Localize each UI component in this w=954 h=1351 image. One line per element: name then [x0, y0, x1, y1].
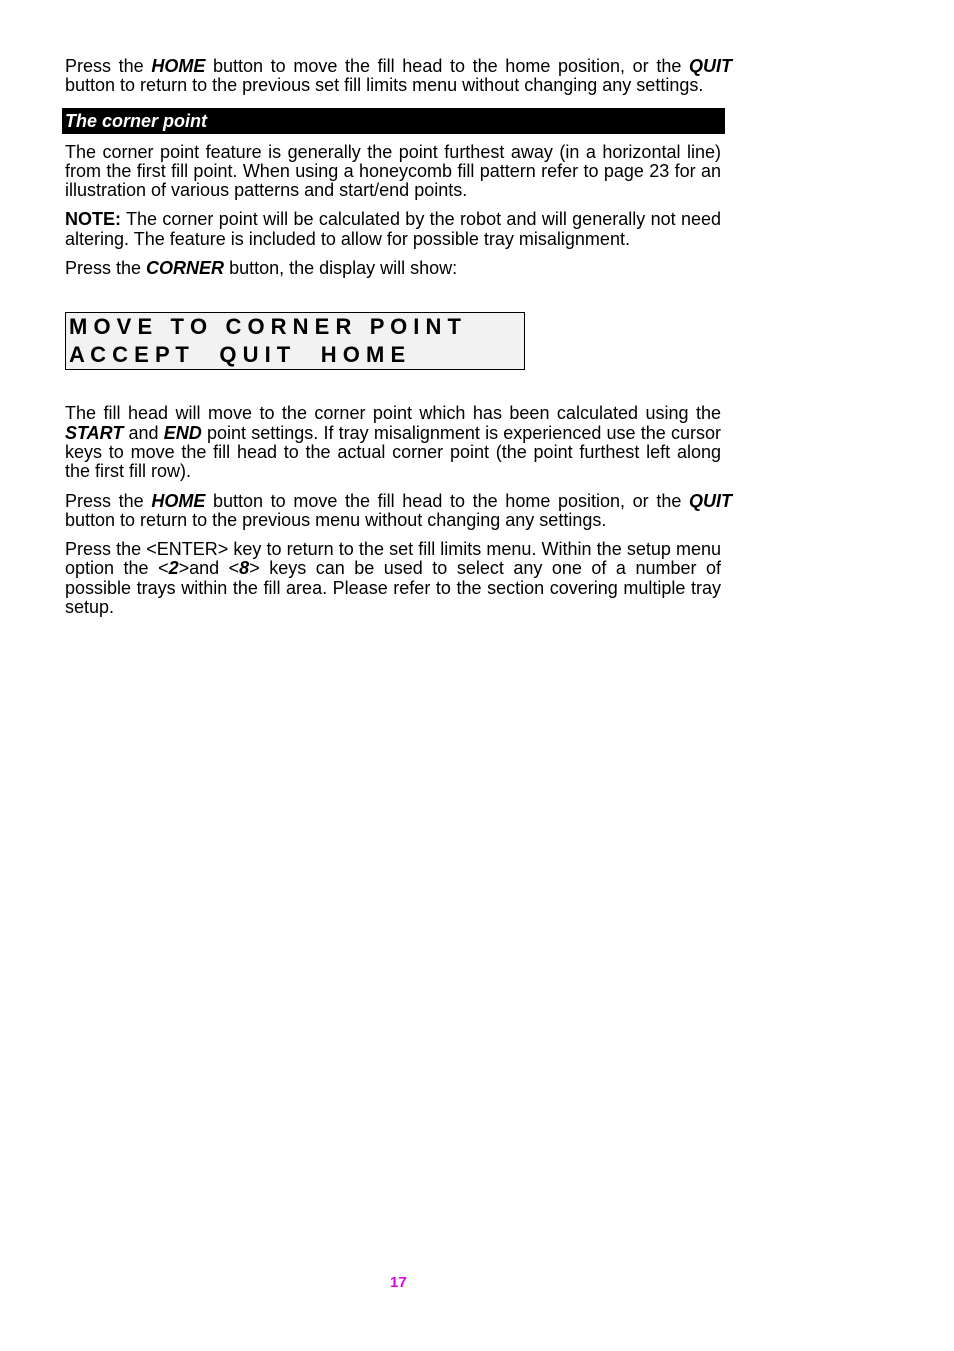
- note-paragraph: [65, 210, 721, 249]
- move-text-2: and: [123, 422, 164, 443]
- move-text-3: point settings. If tray misalignment is experienced use the cursor keys to move the fill head to the actual corner point (the point furthest left along the first fill row).: [65, 422, 721, 482]
- enter-key-paragraph: [65, 540, 721, 617]
- end-keyword: END: [163, 422, 202, 443]
- home-text-2: button to move the fill head to the home position, or the: [205, 490, 689, 511]
- intro-text-3: button to return to the previous set fill limits menu without changing any settings.: [65, 75, 704, 96]
- home-text-1: Press the: [65, 490, 152, 511]
- enter-text-3: > keys can be used to select any one of a number of possible trays within the fill area. Please refer to the section covering multiple tray setup.: [65, 558, 721, 618]
- page-number: 17: [390, 1274, 407, 1291]
- fill-head-move-paragraph: [65, 404, 721, 481]
- enter-text-1: Press the <ENTER> key to return to the set fill limits menu. Within the setup menu option the <: [65, 539, 721, 579]
- move-text-1: The fill head will move to the corner point which has been calculated using the: [65, 403, 721, 424]
- enter-text-2: >and <: [178, 558, 240, 579]
- key-2: 2: [168, 558, 179, 579]
- intro-text-1: Press the: [65, 56, 152, 76]
- start-keyword: START: [65, 422, 124, 443]
- home-keyword-2: HOME: [151, 490, 206, 511]
- intro-paragraph: [65, 57, 732, 96]
- press-corner-text-2: button, the display will show:: [224, 258, 458, 279]
- note-text: The corner point will be calculated by the robot and will generally not need altering. The feature is included to allow for possible tray misalignment.: [65, 209, 721, 249]
- lcd-line-1: M O V E T O C O R N E R P O I N T: [69, 314, 461, 340]
- corner-point-paragraph: The corner point feature is generally the point furthest away (in a horizontal line) from the first fill point. When using a honeycomb fill pattern refer to page 23 for an illustration of various patterns and start/end points.: [65, 141, 721, 201]
- home-keyword: HOME: [151, 56, 206, 76]
- section-heading: The corner point: [62, 108, 725, 134]
- intro-text-2: button to move the fill head to the home position, or the: [205, 56, 689, 76]
- corner-keyword: CORNER: [146, 258, 225, 279]
- press-corner-text-1: Press the: [65, 258, 147, 279]
- home-text-3: button to return to the previous menu without changing any settings.: [65, 509, 607, 530]
- key-8: 8: [239, 558, 250, 579]
- press-corner-paragraph: [65, 259, 721, 278]
- lcd-line-2: A C C E P T Q U I T H O M E: [69, 342, 406, 368]
- home-quit-paragraph: [65, 492, 732, 531]
- quit-keyword-2: QUIT: [689, 490, 732, 511]
- page-content: [65, 57, 732, 617]
- quit-keyword: QUIT: [689, 56, 732, 76]
- note-label: NOTE:: [65, 209, 121, 230]
- lcd-display: [65, 312, 525, 370]
